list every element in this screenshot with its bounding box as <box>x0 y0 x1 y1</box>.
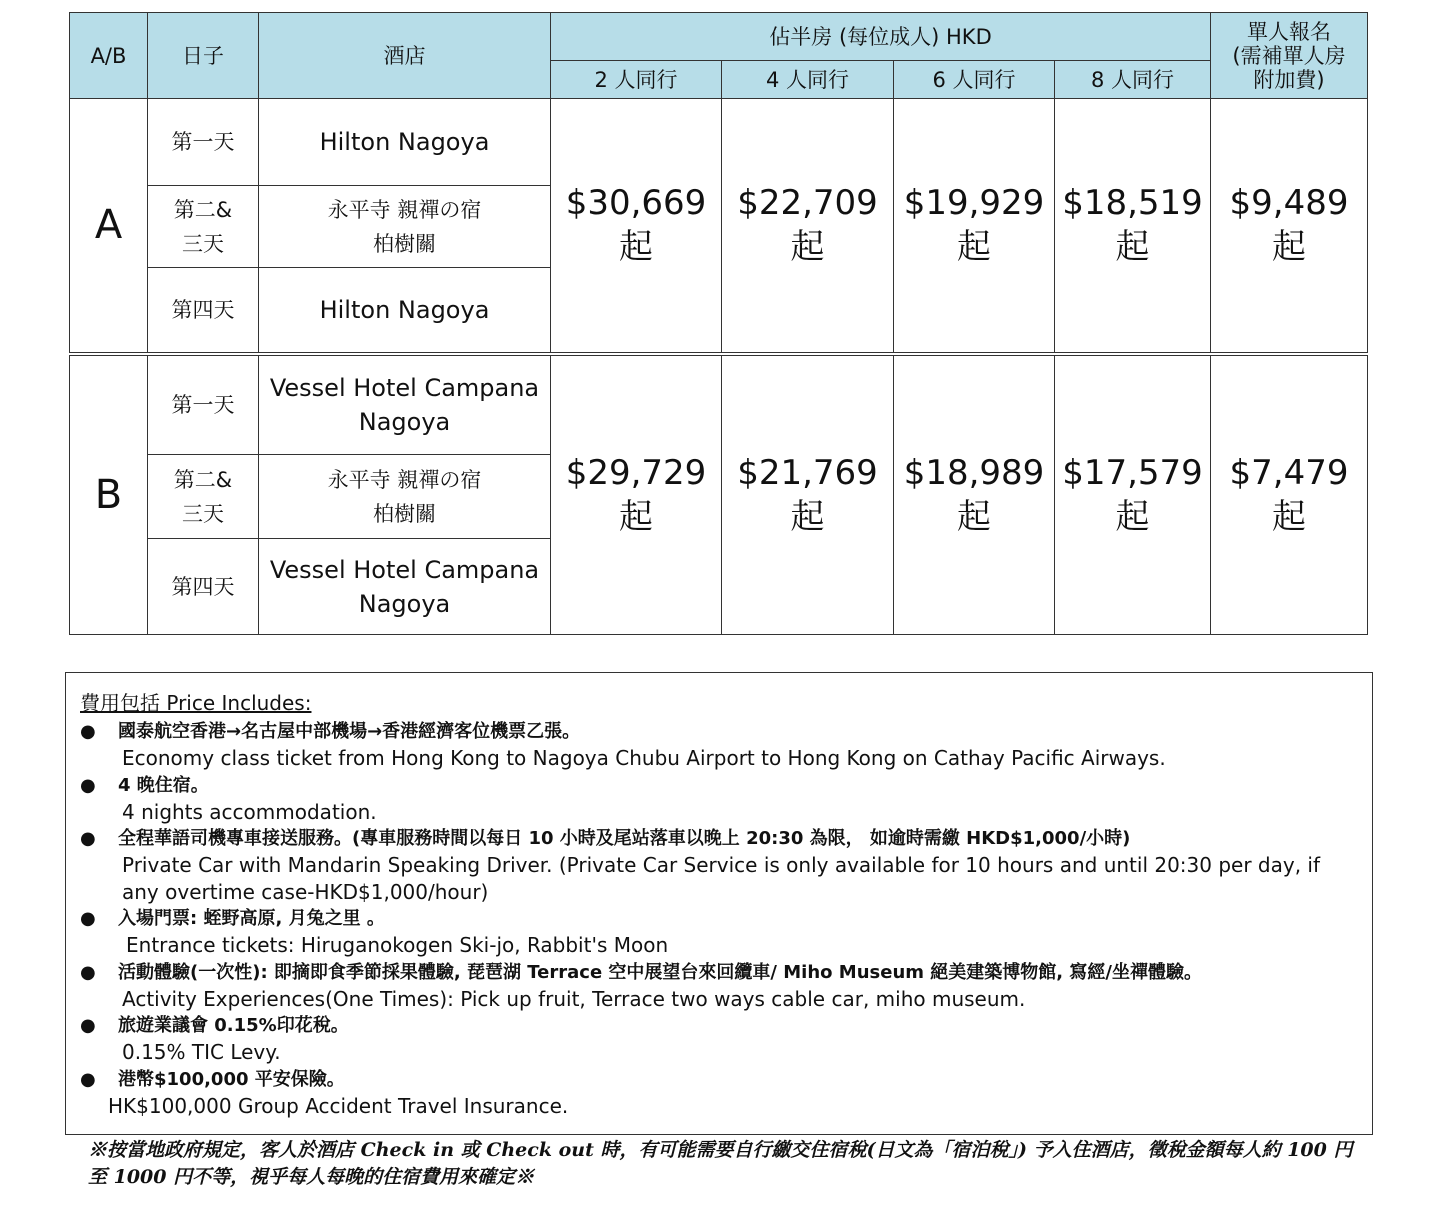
a-day23 <box>148 186 259 268</box>
a-price-single-suffix: 起 <box>1272 227 1307 268</box>
a-hotel23 <box>259 186 551 268</box>
b-day4: 第四天 <box>148 539 259 635</box>
b-day23-line1: 第二& <box>173 467 233 492</box>
a-price-4 <box>722 99 894 354</box>
a-day23-line2: 三天 <box>182 231 224 256</box>
a-price-8-suffix: 起 <box>1115 227 1150 268</box>
a-day23-line1: 第二& <box>173 197 233 222</box>
b-hotel23 <box>259 455 551 539</box>
b-price-8-value: $17,579 <box>1062 452 1203 493</box>
b-hotel1-line1: Vessel Hotel Campana <box>269 373 540 402</box>
a-price-single-value: $9,489 <box>1229 183 1349 224</box>
b-hotel1 <box>259 354 551 455</box>
a-price-2-value: $30,669 <box>565 183 707 224</box>
a-price-single <box>1211 99 1368 354</box>
include-item-6 <box>80 1012 1358 1066</box>
a-price-2-suffix: 起 <box>619 227 653 268</box>
b-hotel23-line2: 柏樹關 <box>373 501 436 526</box>
b-hotel4-line2: Nagoya <box>358 589 451 618</box>
b-day1: 第一天 <box>148 354 259 455</box>
b-price-4-suffix: 起 <box>790 496 825 537</box>
b-price-8-suffix: 起 <box>1115 496 1150 537</box>
a-price-4-value: $22,709 <box>737 183 878 224</box>
b-day23-line2: 三天 <box>182 501 224 526</box>
b-day23 <box>148 455 259 539</box>
b-price-single-suffix: 起 <box>1272 496 1307 537</box>
tax-footnote: ※按當地政府規定，客人於酒店 Check in 或 Check out 時，有可能需要自行繳交住宿稅(日文為「宿泊稅」) 予入住酒店，徵稅金額每人約 100 円至 1000 円不等，視乎每人每晚的住宿費用來確定※ <box>88 1139 1353 1188</box>
include-item-7-zh: 港幣$100,000 平安保險。 <box>118 1068 345 1090</box>
header-single <box>1211 13 1368 99</box>
header-single-line2: (需補單人房 <box>1232 43 1346 68</box>
include-item-3-en: Private Car with Mandarin Speaking Driver. (Private Car Service is only available for 10 hours and until 20:30 per day, if any overtime case-HKD$1,000/hour) <box>122 853 1321 904</box>
b-price-6-value: $18,989 <box>903 452 1045 493</box>
include-item-2 <box>80 772 1358 826</box>
include-item-5-zh: 活動體驗(一次性): 即摘即食季節採果體驗, 琵琶湖 Terrace 空中展望台來回纜車/ Miho Museum 絕美建築博物館, 寫經/坐禪體驗。 <box>118 961 1202 983</box>
price-includes-title: 費用包括 Price Includes: <box>80 691 312 715</box>
header-single-line1: 單人報名 <box>1247 19 1332 44</box>
a-price-8-value: $18,519 <box>1062 183 1203 224</box>
price-includes-box <box>65 672 1373 1135</box>
include-item-2-zh: 4 晚住宿。 <box>118 774 209 796</box>
bullet-icon: ● <box>80 1068 96 1090</box>
include-item-1-zh: 國泰航空香港→名古屋中部機場→香港經濟客位機票乙張。 <box>118 721 581 742</box>
b-price-2-suffix: 起 <box>619 496 653 537</box>
bullet-icon: ● <box>80 774 96 796</box>
a-hotel4: Hilton Nagoya <box>259 268 551 354</box>
group-label-b: B <box>70 354 148 635</box>
include-item-3-zh: 全程華語司機專車接送服務。(專車服務時間以每日 10 小時及尾站落車以晚上 20:30 為限， 如逾時需繳 HKD$1,000/小時) <box>118 828 1131 849</box>
group-label-a: A <box>70 99 148 354</box>
a-hotel23-line1: 永平寺 親禪の宿 <box>327 197 482 222</box>
b-price-6 <box>894 354 1055 635</box>
bullet-icon: ● <box>80 828 96 849</box>
price-table <box>69 12 1368 635</box>
include-item-5-en: Activity Experiences(One Times): Pick up fruit, Terrace two ways cable car, miho museum. <box>122 986 1026 1011</box>
b-price-single <box>1211 354 1368 635</box>
bullet-icon: ● <box>80 961 96 983</box>
b-hotel23-line1: 永平寺 親禪の宿 <box>327 467 482 492</box>
include-item-4-zh: 入場門票: 蛭野高原, 月兔之里 。 <box>118 908 385 929</box>
a-day4: 第四天 <box>148 268 259 354</box>
include-item-5 <box>80 959 1358 1013</box>
header-ab: A/B <box>70 13 148 99</box>
header-day: 日子 <box>148 13 259 99</box>
include-item-2-en: 4 nights accommodation. <box>122 799 377 824</box>
include-item-7-en: HK$100,000 Group Accident Travel Insurance. <box>108 1093 569 1118</box>
a-day1: 第一天 <box>148 99 259 186</box>
include-item-4-en: Entrance tickets: Hiruganokogen Ski-jo, Rabbit's Moon <box>126 933 669 957</box>
include-item-3 <box>80 825 1358 905</box>
b-hotel1-line2: Nagoya <box>358 407 451 436</box>
b-price-2 <box>551 354 722 635</box>
header-hotel: 酒店 <box>259 13 551 99</box>
header-pax-4: 4 人同行 <box>722 61 894 99</box>
include-item-6-en: 0.15% TIC Levy. <box>122 1040 281 1064</box>
a-price-8 <box>1055 99 1211 354</box>
b-price-single-value: $7,479 <box>1229 452 1349 493</box>
header-share-room: 佔半房 (每位成人) HKD <box>551 13 1211 61</box>
bullet-icon: ● <box>80 721 96 742</box>
b-price-4 <box>722 354 894 635</box>
include-item-4 <box>80 905 1358 959</box>
include-item-6-zh: 旅遊業議會 0.15%印花稅。 <box>118 1015 349 1036</box>
bullet-icon: ● <box>80 908 96 929</box>
include-item-1 <box>80 718 1358 772</box>
a-price-6-suffix: 起 <box>957 227 991 268</box>
include-item-1-en: Economy class ticket from Hong Kong to Nagoya Chubu Airport to Hong Kong on Cathay Pacific Airways. <box>122 746 1166 770</box>
b-price-8 <box>1055 354 1211 635</box>
a-price-2 <box>551 99 722 354</box>
a-price-6-value: $19,929 <box>903 183 1045 224</box>
b-hotel4-line1: Vessel Hotel Campana <box>269 555 540 584</box>
bullet-icon: ● <box>80 1015 96 1036</box>
a-price-4-suffix: 起 <box>790 227 825 268</box>
header-pax-2: 2 人同行 <box>551 61 722 99</box>
include-item-7 <box>80 1066 1358 1120</box>
b-price-2-value: $29,729 <box>565 452 707 493</box>
header-single-line3: 附加費) <box>1253 67 1325 92</box>
header-pax-6: 6 人同行 <box>894 61 1055 99</box>
b-price-6-suffix: 起 <box>957 496 991 537</box>
b-price-4-value: $21,769 <box>737 452 878 493</box>
b-hotel4 <box>259 539 551 635</box>
a-hotel1: Hilton Nagoya <box>259 99 551 186</box>
a-price-6 <box>894 99 1055 354</box>
a-hotel23-line2: 柏樹關 <box>373 231 436 256</box>
header-pax-8: 8 人同行 <box>1055 61 1211 99</box>
